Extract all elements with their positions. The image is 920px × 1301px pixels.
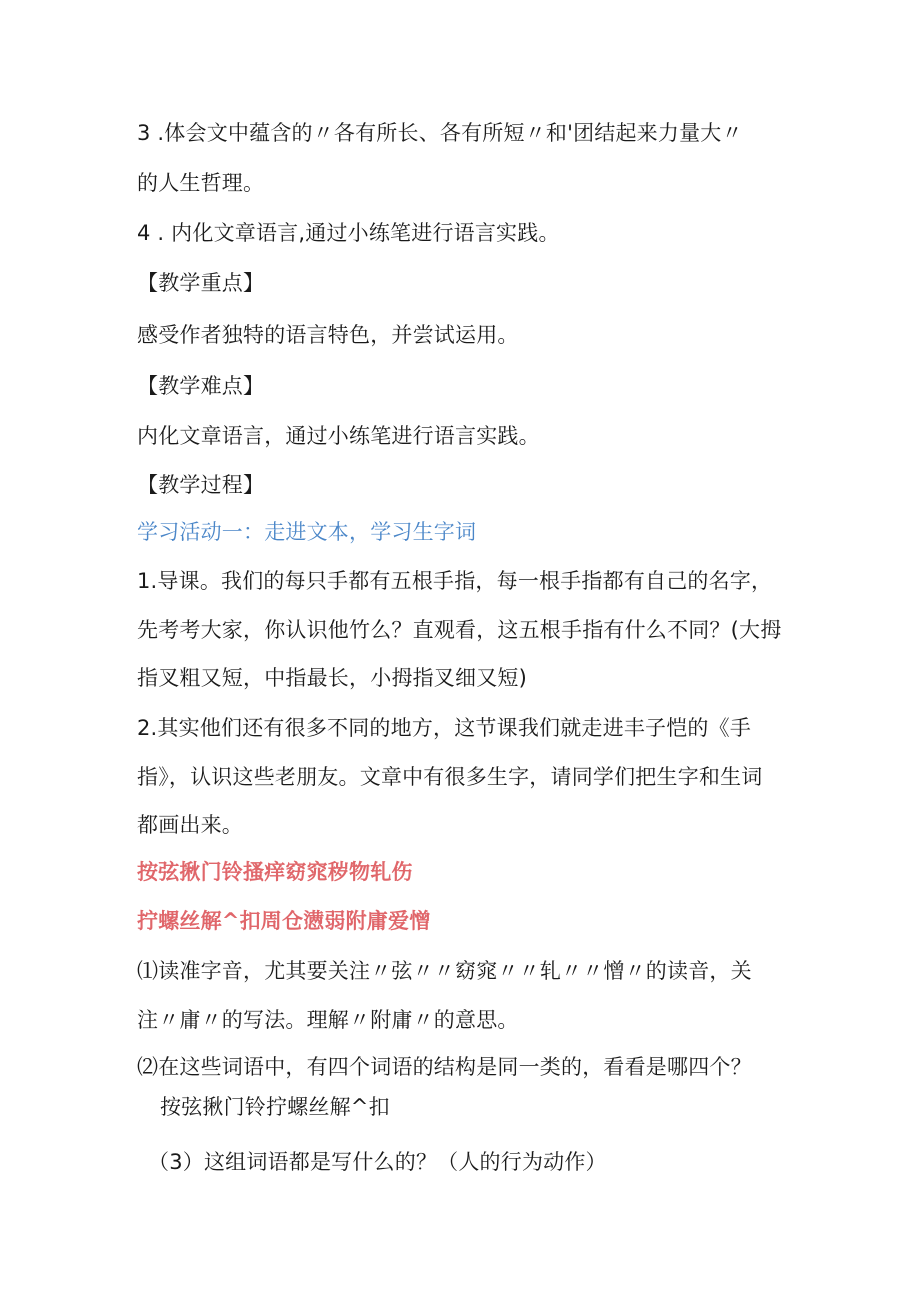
task-2-question: ⑵在这些词语中，有四个词语的结构是同一类的，看看是哪四个？	[137, 1055, 752, 1079]
vocabulary-row-1: 按弦揪门铃搔痒窈窕秽物轧伤	[137, 860, 413, 884]
step-2-line-1: 2.其实他们还有很多不同的地方，这节课我们就走进丰子恺的《手	[137, 716, 752, 740]
difficult-points-text: 内化文章语言，通过小练笔进行语言实践。	[137, 424, 540, 448]
vocabulary-row-2: 拧螺丝解^扣周仓懑弱附庸爱憎	[137, 909, 431, 933]
task-1-line-2: 注〃庸〃的写法。理解〃附庸〃的意思。	[137, 1008, 519, 1032]
objective-4: 4 . 内化文章语言,通过小练笔进行语言实践。	[137, 221, 560, 245]
step-1-line-3: 指叉粗又短，中指最长，小拇指叉细又短)	[137, 666, 527, 690]
heading-teaching-process: 【教学过程】	[137, 473, 265, 497]
step-1-line-2: 先考考大家，你认识他竹么？直观看，这五根手指有什么不同？(大拇	[137, 618, 782, 642]
task-1-line-1: ⑴读准字音，尤其要关注〃弦〃〃窈窕〃〃轧〃〃憎〃的读音，关	[137, 959, 752, 983]
step-2-line-3: 都画出来。	[137, 813, 243, 837]
objective-3-line-1: 3 .体会文中蕴含的〃各有所长、各有所短〃和'团结起来力量大〃	[137, 121, 743, 145]
task-2-answer: 按弦揪门铃拧螺丝解^扣	[160, 1095, 390, 1119]
key-points-text: 感受作者独特的语言特色，并尝试运用。	[137, 323, 519, 347]
heading-difficult-points: 【教学难点】	[137, 374, 265, 398]
heading-key-points: 【教学重点】	[137, 271, 265, 295]
step-2-line-2: 指》，认识这些老朋友。文章中有很多生字，请同学们把生字和生词	[137, 765, 763, 789]
objective-3-line-2: 的人生哲理。	[137, 171, 265, 195]
task-3-question: （3）这组词语都是写什么的？（人的行为动作）	[148, 1150, 607, 1174]
step-1-line-1: 1.导课。我们的每只手都有五根手指，每一根手指都有自己的名字，	[137, 569, 773, 593]
activity-one-title: 学习活动一：走进文本，学习生字词	[137, 520, 477, 544]
